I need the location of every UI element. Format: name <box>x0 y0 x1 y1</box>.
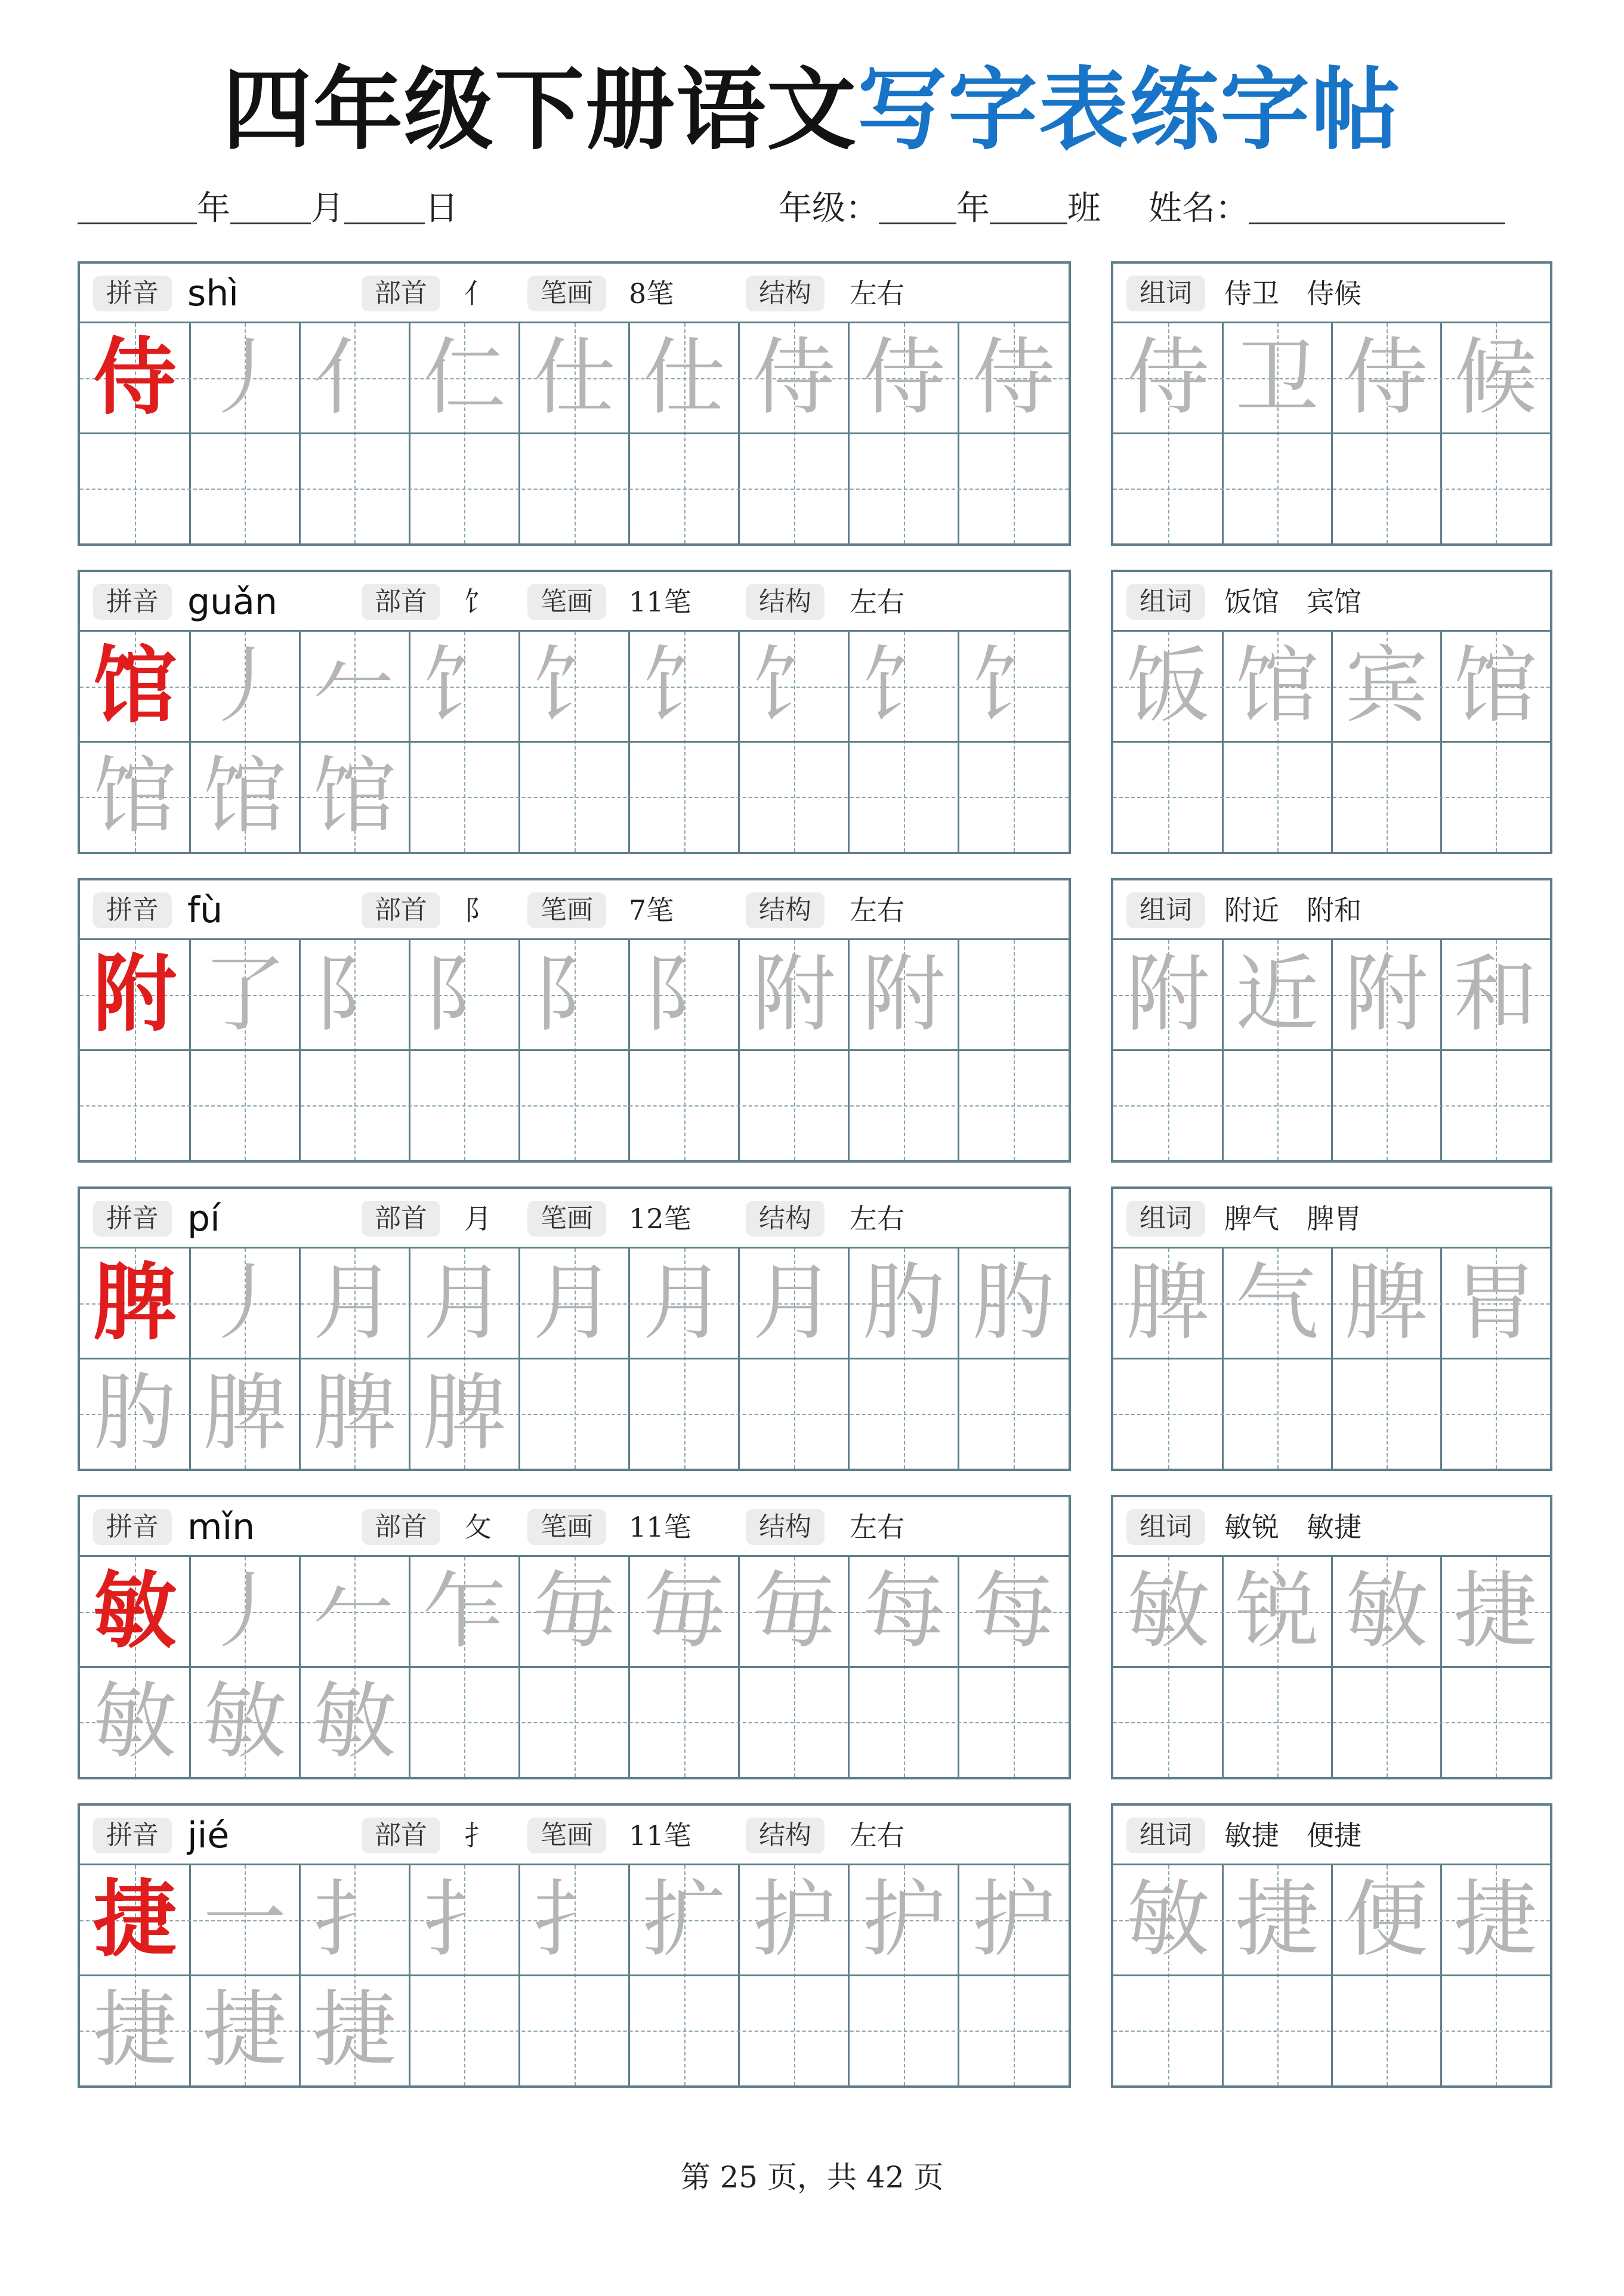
structure-value: 左右 <box>850 277 904 310</box>
structure-tag: 结构 <box>746 1509 825 1545</box>
stroke-order-character: 亻 <box>313 329 397 427</box>
stroke-order-character: 阝 <box>532 946 616 1043</box>
radical-tag: 部首 <box>362 1509 440 1545</box>
stroke-order-character: 月 <box>422 1254 507 1352</box>
word-trace-character: 脾 <box>1126 1254 1210 1352</box>
pinyin-tag: 拼音 <box>93 1509 172 1545</box>
pinyin-tag: 拼音 <box>93 584 172 620</box>
grade-label: 年级： <box>779 189 879 228</box>
stroke-order-character: 𠂉 <box>313 1563 397 1660</box>
pinyin-value: guǎn <box>187 581 277 623</box>
words-tag: 组词 <box>1126 584 1205 620</box>
character-info-header <box>80 1806 1069 1865</box>
structure-tag: 结构 <box>746 1818 825 1853</box>
word-trace-character: 捷 <box>1453 1871 1537 1969</box>
model-character: 侍 <box>93 329 177 427</box>
stroke-order-character: 饣 <box>532 638 616 735</box>
month-blank[interactable] <box>230 181 311 224</box>
stroke-order-character: 馆 <box>93 747 177 845</box>
structure-tag: 结构 <box>746 276 825 311</box>
stroke-order-character: 饣 <box>642 638 726 735</box>
word-trace-character: 侍 <box>1344 329 1428 427</box>
student-info-row <box>78 176 1551 242</box>
stroke-order-character: 肑 <box>971 1254 1055 1352</box>
structure-value: 左右 <box>850 1511 904 1543</box>
name-blank[interactable] <box>1249 181 1505 224</box>
class-fields <box>779 176 1505 242</box>
stroke-order-character: 侍 <box>862 329 946 427</box>
stroke-order-character: 扌 <box>313 1871 397 1969</box>
stroke-order-character: 饣 <box>862 638 946 735</box>
words-value: 侍卫 侍候 <box>1224 277 1361 310</box>
word-info-header <box>1113 572 1550 632</box>
writing-grid[interactable] <box>80 632 1069 852</box>
day-blank[interactable] <box>344 181 425 224</box>
word-trace-character: 馆 <box>1453 638 1537 735</box>
word-trace-character: 宾 <box>1344 638 1428 735</box>
word-trace-character: 气 <box>1235 1254 1319 1352</box>
stroke-order-character: 丿 <box>203 1254 287 1352</box>
stroke-order-character: 毎 <box>532 1563 616 1660</box>
stroke-order-character: 附 <box>862 946 946 1043</box>
word-trace-character: 卫 <box>1235 329 1319 427</box>
words-tag: 组词 <box>1126 1818 1205 1853</box>
word-trace-character: 饭 <box>1126 638 1210 735</box>
character-card <box>78 570 1071 854</box>
stroke-order-character: 月 <box>313 1254 397 1352</box>
stroke-order-character: 扩 <box>642 1871 726 1969</box>
pinyin-value: jié <box>187 1815 230 1856</box>
model-character: 敏 <box>93 1563 177 1660</box>
structure-value: 左右 <box>850 586 904 618</box>
pinyin-tag: 拼音 <box>93 892 172 928</box>
word-trace-character: 附 <box>1126 946 1210 1043</box>
page-title <box>0 54 1624 167</box>
model-character: 馆 <box>93 638 177 735</box>
word-trace-character: 近 <box>1235 946 1319 1043</box>
strokes-tag: 笔画 <box>527 1509 606 1545</box>
strokes-value: 11笔 <box>629 1511 691 1543</box>
writing-grid[interactable] <box>1113 632 1550 852</box>
radical-value: 亻 <box>464 277 492 310</box>
writing-grid[interactable] <box>80 1865 1069 2085</box>
structure-tag: 结构 <box>746 892 825 928</box>
month-label: 月 <box>311 189 344 228</box>
stroke-order-character: 阝 <box>422 946 507 1043</box>
writing-grid[interactable] <box>80 323 1069 543</box>
word-trace-character: 敏 <box>1126 1871 1210 1969</box>
stroke-order-character: 丿 <box>203 329 287 427</box>
character-card <box>78 878 1071 1163</box>
word-trace-character: 和 <box>1453 946 1537 1043</box>
radical-value: 攵 <box>464 1511 492 1543</box>
stroke-order-character: 月 <box>532 1254 616 1352</box>
word-info-header <box>1113 1806 1550 1865</box>
radical-value: 月 <box>464 1203 492 1235</box>
writing-grid[interactable] <box>80 1557 1069 1777</box>
word-trace-character: 馆 <box>1235 638 1319 735</box>
stroke-order-character: 𠂉 <box>313 638 397 735</box>
radical-tag: 部首 <box>362 1818 440 1853</box>
stroke-order-character: 仕 <box>642 329 726 427</box>
radical-tag: 部首 <box>362 892 440 928</box>
word-trace-character: 侍 <box>1126 329 1210 427</box>
stroke-order-character: 饣 <box>422 638 507 735</box>
pinyin-value: pí <box>187 1198 220 1240</box>
stroke-order-character: 护 <box>971 1871 1055 1969</box>
stroke-order-character: 仕 <box>532 329 616 427</box>
character-card <box>78 1186 1071 1471</box>
word-trace-character: 锐 <box>1235 1563 1319 1660</box>
character-info-header <box>80 572 1069 632</box>
writing-grid[interactable] <box>80 940 1069 1160</box>
character-card <box>78 261 1071 546</box>
word-trace-character: 捷 <box>1453 1563 1537 1660</box>
strokes-tag: 笔画 <box>527 1201 606 1237</box>
word-card <box>1111 878 1552 1163</box>
character-info-header <box>80 1189 1069 1249</box>
stroke-order-character: 扌 <box>422 1871 507 1969</box>
word-trace-character: 胃 <box>1453 1254 1537 1352</box>
date-fields <box>78 176 458 242</box>
strokes-tag: 笔画 <box>527 584 606 620</box>
stroke-order-character: 脾 <box>203 1364 287 1462</box>
radical-tag: 部首 <box>362 276 440 311</box>
words-tag: 组词 <box>1126 276 1205 311</box>
stroke-order-character: 馆 <box>203 747 287 845</box>
pinyin-value: fù <box>187 889 223 931</box>
stroke-order-character: 仁 <box>422 329 507 427</box>
character-info-header <box>80 1497 1069 1557</box>
radical-tag: 部首 <box>362 1201 440 1237</box>
writing-grid[interactable] <box>1113 940 1550 1160</box>
words-tag: 组词 <box>1126 892 1205 928</box>
model-character: 脾 <box>93 1254 177 1352</box>
word-card <box>1111 1495 1552 1779</box>
strokes-value: 11笔 <box>629 1819 691 1852</box>
stroke-order-character: 敏 <box>203 1673 287 1770</box>
stroke-order-character: 丿 <box>203 1563 287 1660</box>
stroke-order-character: 阝 <box>642 946 726 1043</box>
stroke-order-character: 馆 <box>313 747 397 845</box>
strokes-tag: 笔画 <box>527 892 606 928</box>
grade-year-blank[interactable] <box>879 181 956 224</box>
stroke-order-character: 侍 <box>971 329 1055 427</box>
word-trace-character: 便 <box>1344 1871 1428 1969</box>
structure-value: 左右 <box>850 1203 904 1235</box>
character-card <box>78 1495 1071 1779</box>
name-label: 姓名： <box>1148 189 1249 228</box>
words-value: 脾气 脾胃 <box>1224 1203 1361 1235</box>
stroke-order-character: 毎 <box>752 1563 836 1660</box>
stroke-order-character: 护 <box>752 1871 836 1969</box>
stroke-order-character: 毎 <box>642 1563 726 1660</box>
word-trace-character: 候 <box>1453 329 1537 427</box>
pinyin-tag: 拼音 <box>93 1201 172 1237</box>
word-info-header <box>1113 1189 1550 1249</box>
strokes-value: 7笔 <box>629 894 674 926</box>
year-label: 年 <box>197 189 230 228</box>
word-trace-character: 敏 <box>1344 1563 1428 1660</box>
stroke-order-character: 脾 <box>313 1364 397 1462</box>
writing-grid[interactable] <box>1113 1249 1550 1469</box>
pinyin-value: mǐn <box>187 1506 255 1548</box>
year-blank[interactable] <box>78 181 197 224</box>
pinyin-value: shì <box>187 273 239 314</box>
stroke-order-character: 捷 <box>93 1981 177 2079</box>
stroke-order-character: 捷 <box>203 1981 287 2079</box>
radical-value: 扌 <box>464 1819 492 1852</box>
character-info-header <box>80 264 1069 323</box>
class-label: 班 <box>1067 189 1101 228</box>
stroke-order-character: 每 <box>971 1563 1055 1660</box>
title-part-blue: 写字表练字帖 <box>857 58 1402 162</box>
stroke-order-character: 一 <box>203 1871 287 1969</box>
words-value: 敏锐 敏捷 <box>1224 1511 1361 1543</box>
words-value: 饭馆 宾馆 <box>1224 586 1361 618</box>
word-card <box>1111 1186 1552 1471</box>
stroke-order-character: 月 <box>642 1254 726 1352</box>
stroke-order-character: 护 <box>862 1871 946 1969</box>
word-card <box>1111 1803 1552 2088</box>
stroke-order-character: 脾 <box>422 1364 507 1462</box>
word-trace-character: 附 <box>1344 946 1428 1043</box>
stroke-order-character: 扌 <box>532 1871 616 1969</box>
structure-tag: 结构 <box>746 584 825 620</box>
strokes-tag: 笔画 <box>527 1818 606 1853</box>
pinyin-tag: 拼音 <box>93 1818 172 1853</box>
stroke-order-character: 肑 <box>862 1254 946 1352</box>
word-trace-character: 敏 <box>1126 1563 1210 1660</box>
writing-grid[interactable] <box>80 1249 1069 1469</box>
stroke-order-character: 饣 <box>971 638 1055 735</box>
stroke-order-character: 了 <box>203 946 287 1043</box>
structure-value: 左右 <box>850 1819 904 1852</box>
class-blank[interactable] <box>990 181 1067 224</box>
day-label: 日 <box>425 189 458 228</box>
word-card <box>1111 570 1552 854</box>
strokes-tag: 笔画 <box>527 276 606 311</box>
word-card <box>1111 261 1552 546</box>
writing-grid[interactable] <box>1113 1865 1550 2085</box>
writing-grid[interactable] <box>1113 323 1550 543</box>
strokes-value: 12笔 <box>629 1203 691 1235</box>
stroke-order-character: 饣 <box>752 638 836 735</box>
radical-value: 饣 <box>464 586 492 618</box>
stroke-order-character: 敏 <box>93 1673 177 1770</box>
words-tag: 组词 <box>1126 1509 1205 1545</box>
radical-value: 阝 <box>464 894 492 926</box>
strokes-value: 11笔 <box>629 586 691 618</box>
model-character: 附 <box>93 946 177 1043</box>
stroke-order-character: 肑 <box>93 1364 177 1462</box>
stroke-order-character: 捷 <box>313 1981 397 2079</box>
word-info-header <box>1113 264 1550 323</box>
structure-tag: 结构 <box>746 1201 825 1237</box>
word-trace-character: 脾 <box>1344 1254 1428 1352</box>
stroke-order-character: 乍 <box>422 1563 507 1660</box>
title-part-black: 四年级下册语文 <box>222 58 857 162</box>
pinyin-tag: 拼音 <box>93 276 172 311</box>
word-trace-character: 捷 <box>1235 1871 1319 1969</box>
writing-grid[interactable] <box>1113 1557 1550 1777</box>
stroke-order-character: 丿 <box>203 638 287 735</box>
words-value: 敏捷 便捷 <box>1224 1819 1361 1852</box>
words-value: 附近 附和 <box>1224 894 1361 926</box>
grade-year-label: 年 <box>956 189 990 228</box>
model-character: 捷 <box>93 1871 177 1969</box>
stroke-order-character: 敏 <box>313 1673 397 1770</box>
stroke-order-character: 附 <box>752 946 836 1043</box>
radical-tag: 部首 <box>362 584 440 620</box>
word-info-header <box>1113 1497 1550 1557</box>
page-footer: 第 25 页，共 42 页 <box>680 2160 944 2195</box>
words-tag: 组词 <box>1126 1201 1205 1237</box>
stroke-order-character: 每 <box>862 1563 946 1660</box>
stroke-order-character: 阝 <box>313 946 397 1043</box>
structure-value: 左右 <box>850 894 904 926</box>
strokes-value: 8笔 <box>629 277 674 310</box>
stroke-order-character: 月 <box>752 1254 836 1352</box>
stroke-order-character: 侍 <box>752 329 836 427</box>
character-card <box>78 1803 1071 2088</box>
character-info-header <box>80 880 1069 940</box>
word-info-header <box>1113 880 1550 940</box>
